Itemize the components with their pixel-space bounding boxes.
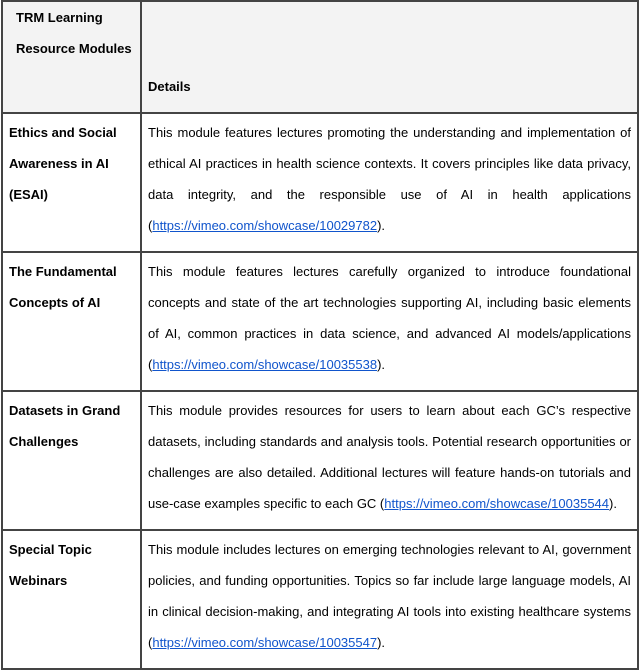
table-row (2, 530, 638, 669)
details-suffix: ). (377, 357, 386, 372)
module-details (141, 391, 638, 530)
module-details (141, 113, 638, 252)
details-text: This module features lectures promoting the understanding and implementation of ethical AI practices in health science contexts. It covers principles like data privacy, data integrity, and the responsible use of AI in health applications ( (148, 125, 631, 233)
module-name: Special Topic Webinars (2, 530, 141, 669)
modules-table (1, 0, 639, 670)
details-suffix: ). (377, 635, 386, 650)
details-text: This module includes lectures on emerging technologies relevant to AI, government policies, and funding opportunities. Topics so far include large language models, AI in clinical decision-making, and integrating AI tools into existing healthcare systems ( (148, 542, 631, 650)
showcase-link[interactable]: https://vimeo.com/showcase/10035538 (152, 357, 378, 372)
table-row (2, 391, 638, 530)
table-header-row (2, 1, 638, 113)
module-details (141, 252, 638, 391)
details-suffix: ). (609, 496, 617, 511)
table-row (2, 113, 638, 252)
module-details (141, 530, 638, 669)
showcase-link[interactable]: https://vimeo.com/showcase/10035547 (152, 635, 378, 650)
details-suffix: ). (377, 218, 386, 233)
table-row (2, 252, 638, 391)
showcase-link[interactable]: https://vimeo.com/showcase/10029782 (152, 218, 378, 233)
module-name: The Fundamental Concepts of AI (2, 252, 141, 391)
details-text: This module features lectures carefully organized to introduce foundational concepts and state of the art technologies supporting AI, including basic elements of AI, common practices in data science, and advanced AI models/applications ( (148, 264, 631, 372)
showcase-link[interactable]: https://vimeo.com/showcase/10035544 (384, 496, 610, 511)
module-name: Ethics and Social Awareness in AI (ESAI) (2, 113, 141, 252)
module-name: Datasets in Grand Challenges (2, 391, 141, 530)
header-modules: TRM Learning Resource Modules (2, 1, 141, 113)
details-text: This module provides resources for users to learn about each GC’s respective datasets, including standards and analysis tools. Potential research opportunities or challenges are also detailed. Additional lectures will feature hands-on tutorials and use-case examples specific to each GC ( (148, 403, 631, 511)
header-details: Details (141, 1, 638, 113)
